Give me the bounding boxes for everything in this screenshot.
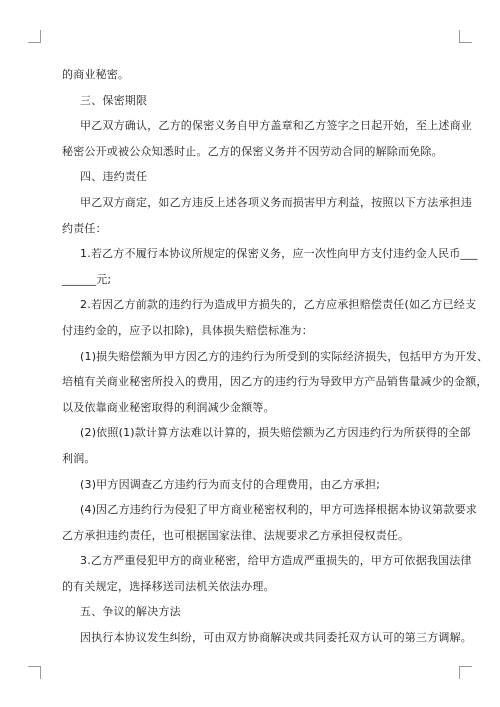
text-line: 2.若因乙方前款的违约行为造成甲方损失的，乙方应承担赔偿责任(如乙方已经支 xyxy=(80,298,477,312)
text-line: 的商业秘密。 xyxy=(62,68,130,81)
text-line: 3.乙方严重侵犯甲方的商业秘密，给甲方造成严重损失的，甲方可依据我国法律 xyxy=(80,554,472,568)
crop-mark-bottom-left xyxy=(28,666,41,679)
crop-mark-bottom-right xyxy=(459,666,472,679)
text-line: 的有关规定，选择移送司法机关依法办理。 xyxy=(62,579,275,593)
section-heading-breach-liability: 四、违约责任 xyxy=(80,170,148,184)
section-heading-confidentiality-period: 三、保密期限 xyxy=(80,93,148,107)
text-line: (1)损失赔偿额为甲方因乙方的违约行为所受到的实际经济损失，包括甲方为开发、 xyxy=(80,349,489,363)
text-line: (3)甲方因调查乙方违约行为而支付的合理费用，由乙方承担; xyxy=(80,477,381,491)
document-body xyxy=(62,62,489,651)
section-heading-dispute-resolution: 五、争议的解决方法 xyxy=(80,605,181,619)
text-line: 秘密公开或被公众知悉时止。乙方的保密义务并不因劳动合同的解除而免除。 xyxy=(62,144,443,158)
text-line: 甲乙双方商定，如乙方违反上述各项义务而损害甲方利益，按照以下方法承担违 xyxy=(80,195,472,209)
text-line: 培植有关商业秘密所投入的费用，因乙方的违约行为导致甲方产品销售量减少的金额， xyxy=(62,375,488,389)
crop-mark-top-left xyxy=(28,30,41,43)
text-line: 1.若乙方不履行本协议所规定的保密义务，应一次性向甲方支付违约金人民币___ xyxy=(80,247,478,261)
text-line: 甲乙双方确认，乙方的保密义务自甲方盖章和乙方签字之日起开始，至上述商业 xyxy=(80,119,472,133)
text-line: 利润。 xyxy=(62,451,96,465)
text-line: 约责任： xyxy=(62,221,107,235)
text-line: (2)依照(1)款计算方法难以计算的，损失赔偿额为乙方因违约行为所获得的全部 xyxy=(80,426,471,440)
text-line: 因执行本协议发生纠纷，可由双方协商解决或共同委托双方认可的第三方调解。 xyxy=(80,631,472,645)
text-line: ______元; xyxy=(62,272,112,286)
text-line: 以及依靠商业秘密取得的利润减少金额等。 xyxy=(62,400,275,414)
crop-mark-top-right xyxy=(459,30,472,43)
text-line: 乙方承担违约责任，也可根据国家法律、法规要求乙方承担侵权责任。 xyxy=(62,528,410,542)
text-line: (4)因乙方违约行为侵犯了甲方商业秘密权利的，甲方可选择根据本协议第款要求 xyxy=(80,503,477,517)
text-line: 付违约金的，应予以扣除)，具体损失赔偿标准为： xyxy=(62,323,313,337)
